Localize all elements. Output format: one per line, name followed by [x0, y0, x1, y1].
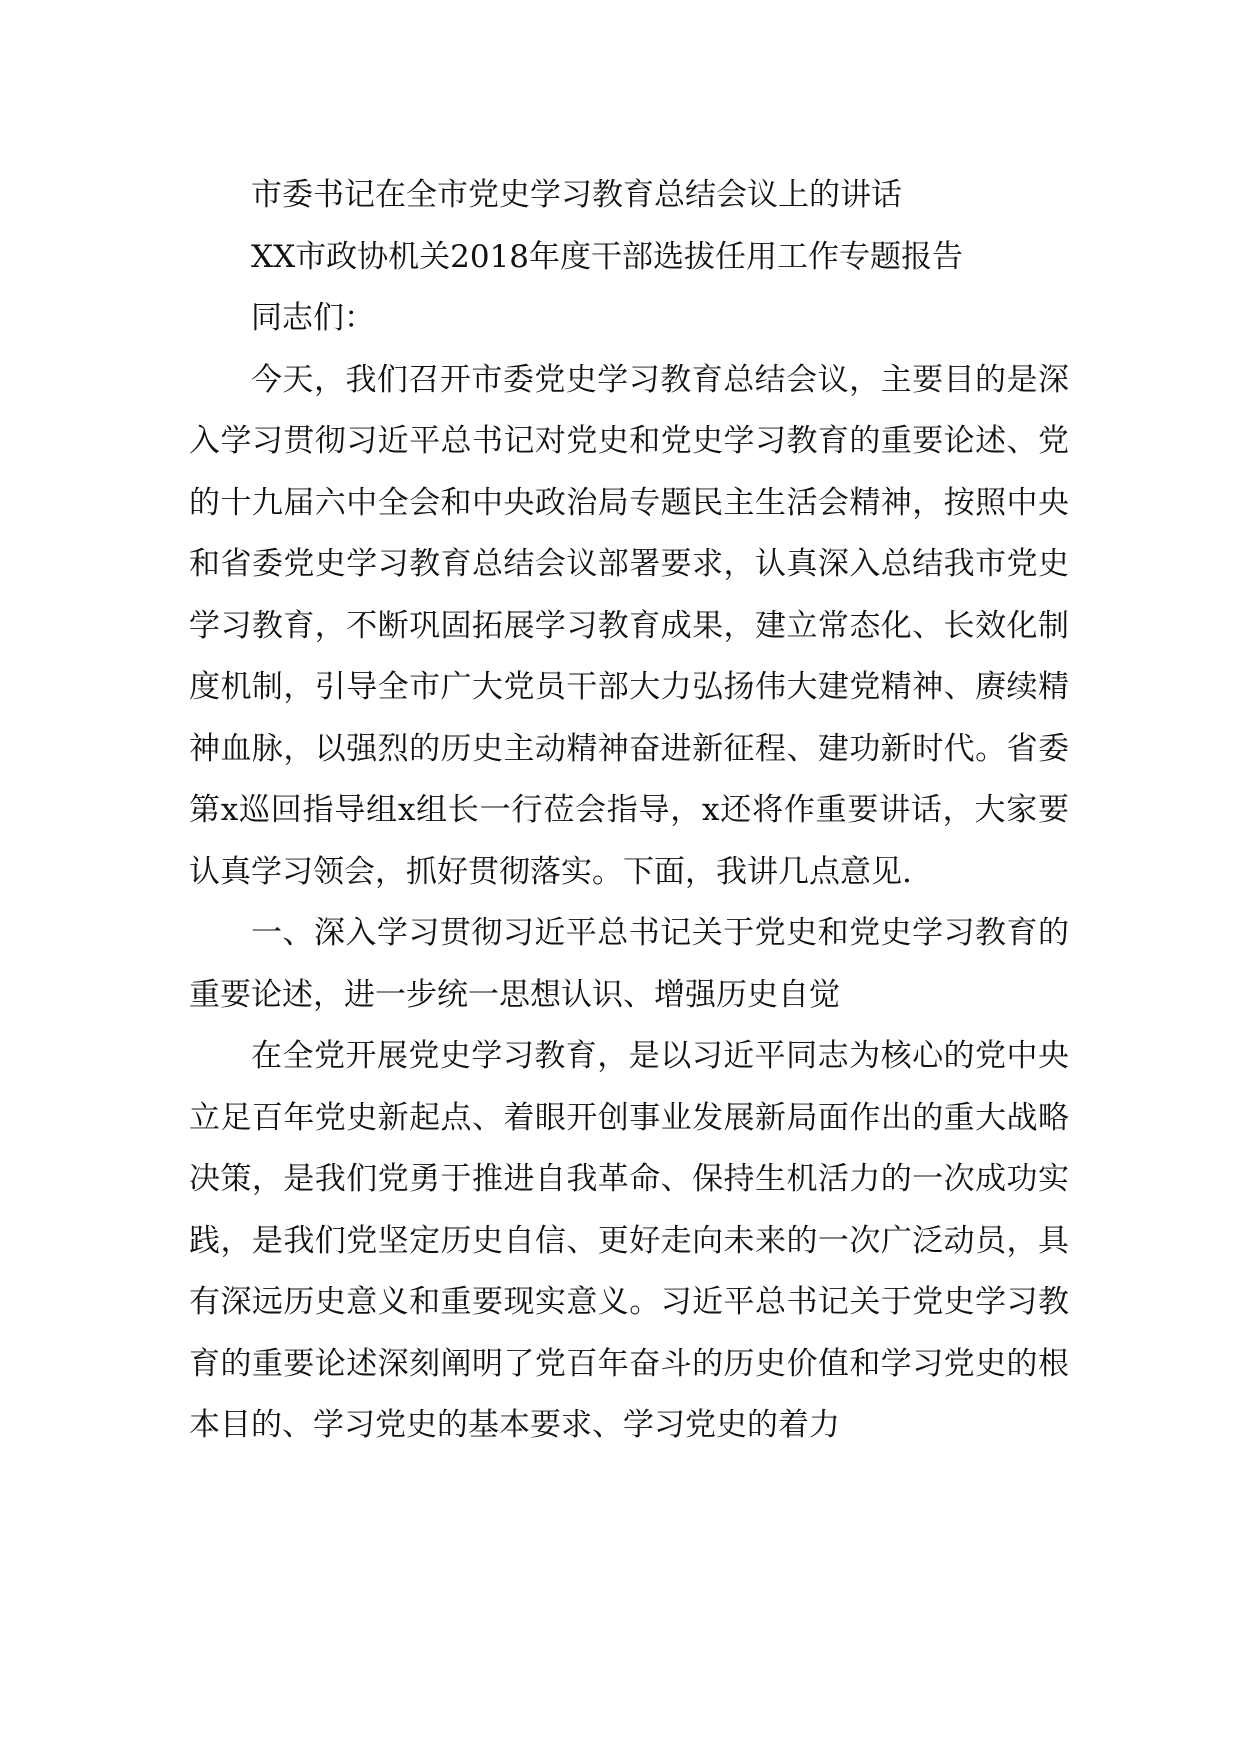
- paragraph-opening: 今天，我们召开市委党史学习教育总结会议，主要目的是深入学习贯彻习近平总书记对党史和党史学习教育的重要论述、党的十九届六中全会和中央政治局专题民主生活会精神，按照中央和省委党史学习教育总结会议部署要求，认真深入总结我市党史学习教育，不断巩固拓展学习教育成果，建立常态化、长效化制度机制，引导全市广大党员干部大力弘扬伟大建党精神、赓续精神血脉，以强烈的历史主动精神奋进新征程、建功新时代。省委第x巡回指导组x组长一行莅会指导，x还将作重要讲话，大家要认真学习领会，抓好贯彻落实。下面，我讲几点意见.: [189, 361, 1069, 890]
- paragraph-section-1: 在全党开展党史学习教育，是以习近平同志为核心的党中央立足百年党史新起点、着眼开创事业发展新局面作出的重大战略决策，是我们党勇于推进自我革命、保持生机活力的一次成功实践，是我们党坚定历史自信、更好走向未来的一次广泛动员，具有深远历史意义和重要现实意义。习近平总书记关于党史学习教育的重要论述深刻阐明了党百年奋斗的历史价值和学习党史的根本目的、学习党史的基本要求、学习党史的着力: [189, 1038, 1069, 1443]
- document-title-line-2: XX市政协机关2018年度干部选拔任用工作专题报告: [251, 238, 964, 275]
- document-title-line-1: 市委书记在全市党史学习教育总结会议上的讲话: [251, 177, 902, 213]
- document-body: [189, 165, 1069, 1457]
- salutation: 同志们：: [251, 300, 375, 336]
- section-heading-1: 一、深入学习贯彻习近平总书记关于党史和党史学习教育的重要论述，进一步统一思想认识、增强历史自觉: [189, 915, 1069, 1013]
